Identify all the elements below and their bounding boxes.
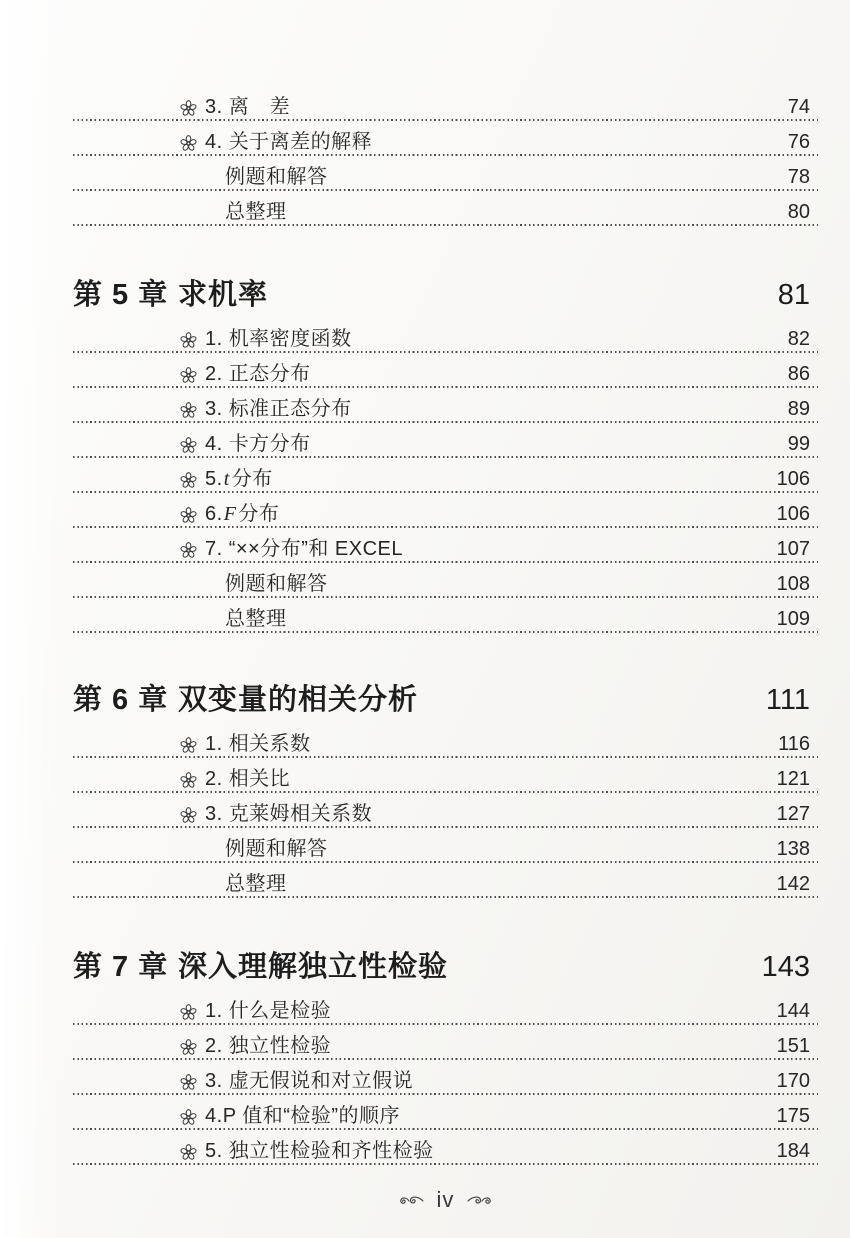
- flower-icon: [180, 772, 197, 789]
- entry-page-number: 121: [776, 768, 810, 790]
- entry-number: 7.: [205, 538, 223, 560]
- chapter-label: 第 6 章: [73, 684, 169, 716]
- flower-icon: [180, 437, 197, 454]
- entry-title: 离 差: [228, 96, 291, 118]
- flower-icon: [180, 100, 197, 117]
- entry-title: 总整理: [225, 873, 287, 895]
- entry-page-number: 108: [776, 573, 810, 595]
- toc-entry-row: [73, 1025, 818, 1060]
- entry-number: 3.: [205, 96, 223, 118]
- toc-entry-row: [73, 318, 818, 353]
- entry-title: P 值和“检验”的顺序: [222, 1105, 401, 1127]
- entry-number: 2.: [205, 1035, 223, 1057]
- entry-page-number: 144: [776, 1000, 810, 1022]
- scroll-ornament-right-icon: [466, 1194, 493, 1207]
- entry-number: 1.: [205, 1000, 223, 1022]
- entry-page-number: 89: [787, 398, 810, 420]
- toc-subentry-row: [73, 863, 818, 898]
- chapter-title: 深入理解独立性检验: [178, 951, 449, 983]
- page-footer: [73, 1187, 818, 1213]
- entry-page-number: 151: [776, 1035, 810, 1057]
- flower-icon: [180, 1144, 197, 1161]
- toc-entry-row: [73, 528, 818, 563]
- entry-title: 例题和解答: [225, 838, 328, 860]
- toc-entry-row: [73, 86, 818, 121]
- chapter-label: 第 5 章: [73, 279, 169, 311]
- toc-subentry-row: [73, 156, 818, 191]
- toc-entry-row: [73, 758, 818, 793]
- flower-icon: [180, 1109, 197, 1126]
- toc-entry-row: [73, 990, 818, 1025]
- entry-number: 3.: [205, 803, 223, 825]
- entry-title: 虚无假说和对立假说: [228, 1070, 414, 1092]
- toc-entry-row: [73, 423, 818, 458]
- entry-page-number: 82: [787, 328, 810, 350]
- flower-icon: [180, 542, 197, 559]
- entry-number: 5.: [205, 1140, 223, 1162]
- chapter-page-number: 111: [765, 684, 810, 716]
- entry-title: 机率密度函数: [228, 328, 352, 350]
- chapter-title: 双变量的相关分析: [178, 684, 419, 716]
- toc-entry-row: [73, 353, 818, 388]
- entry-title: 总整理: [225, 608, 287, 630]
- entry-title: 卡方分布: [228, 433, 311, 455]
- entry-title: 关于离差的解释: [228, 131, 373, 153]
- entry-page-number: 107: [776, 538, 810, 560]
- entry-number: 2.: [205, 768, 223, 790]
- flower-icon: [180, 1039, 197, 1056]
- entry-page-number: 142: [776, 873, 810, 895]
- entry-title: 分布: [231, 468, 273, 490]
- toc-entry-row: [73, 121, 818, 156]
- entry-title: 独立性检验和齐性检验: [228, 1140, 434, 1162]
- toc-entry-row: [73, 793, 818, 828]
- chapter-page-number: 81: [777, 279, 810, 311]
- entry-page-number: 76: [787, 131, 810, 153]
- entry-math-symbol: t: [223, 468, 230, 490]
- entry-number: 4.: [205, 433, 223, 455]
- entry-page-number: 109: [776, 608, 810, 630]
- chapter-heading: [73, 940, 818, 990]
- entry-number: 2.: [205, 363, 223, 385]
- entry-number: 3.: [205, 398, 223, 420]
- flower-icon: [180, 332, 197, 349]
- flower-icon: [180, 402, 197, 419]
- entry-page-number: 184: [776, 1140, 810, 1162]
- entry-page-number: 175: [776, 1105, 810, 1127]
- entry-page-number: 127: [776, 803, 810, 825]
- entry-page-number: 116: [778, 733, 810, 755]
- flower-icon: [180, 135, 197, 152]
- entry-math-symbol: F: [223, 503, 237, 525]
- flower-icon: [180, 807, 197, 824]
- entry-title: 分布: [238, 503, 280, 525]
- entry-number: 4.: [205, 1105, 223, 1127]
- flower-icon: [180, 367, 197, 384]
- toc-subentry-row: [73, 563, 818, 598]
- toc-subentry-row: [73, 598, 818, 633]
- flower-icon: [180, 507, 197, 524]
- entry-number: 6.: [205, 503, 223, 525]
- entry-title: 例题和解答: [225, 166, 328, 188]
- entry-page-number: 74: [787, 96, 810, 118]
- entry-page-number: 86: [787, 363, 810, 385]
- scroll-ornament-left-icon: [398, 1194, 425, 1207]
- flower-icon: [180, 737, 197, 754]
- entry-page-number: 80: [787, 201, 810, 223]
- entry-title: 什么是检验: [228, 1000, 332, 1022]
- entry-title: 独立性检验: [228, 1035, 332, 1057]
- toc-subentry-row: [73, 828, 818, 863]
- toc-entry-row: [73, 493, 818, 528]
- toc-entry-row: [73, 458, 818, 493]
- entry-number: 5.: [205, 468, 223, 490]
- chapter-title: 求机率: [178, 279, 269, 311]
- toc-entry-row: [73, 1095, 818, 1130]
- entry-page-number: 170: [776, 1070, 810, 1092]
- entry-title: 相关系数: [228, 733, 311, 755]
- entry-page-number: 106: [776, 468, 810, 490]
- toc-entry-row: [73, 723, 818, 758]
- entry-number: 1.: [205, 733, 223, 755]
- table-of-contents: [73, 0, 818, 1213]
- flower-icon: [180, 472, 197, 489]
- entry-page-number: 106: [776, 503, 810, 525]
- toc-entry-row: [73, 1060, 818, 1095]
- entry-title: 相关比: [228, 768, 291, 790]
- entry-page-number: 99: [787, 433, 810, 455]
- toc-entry-row: [73, 1130, 818, 1165]
- flower-icon: [180, 1074, 197, 1091]
- entry-title: 克莱姆相关系数: [228, 803, 373, 825]
- entry-number: 1.: [205, 328, 223, 350]
- entry-title: “××分布”和 EXCEL: [228, 538, 404, 560]
- chapter-label: 第 7 章: [73, 951, 169, 983]
- entry-number: 4.: [205, 131, 223, 153]
- entry-title: 例题和解答: [225, 573, 328, 595]
- toc-subentry-row: [73, 191, 818, 226]
- entry-title: 标准正态分布: [228, 398, 352, 420]
- entry-page-number: 138: [776, 838, 810, 860]
- entry-page-number: 78: [787, 166, 810, 188]
- toc-entry-row: [73, 388, 818, 423]
- entry-title: 正态分布: [228, 363, 311, 385]
- flower-icon: [180, 1004, 197, 1021]
- entry-number: 3.: [205, 1070, 223, 1092]
- chapter-heading: [73, 268, 818, 318]
- entry-title: 总整理: [225, 201, 287, 223]
- chapter-page-number: 143: [761, 951, 810, 983]
- footer-page-number: iv: [436, 1187, 455, 1212]
- chapter-heading: [73, 673, 818, 723]
